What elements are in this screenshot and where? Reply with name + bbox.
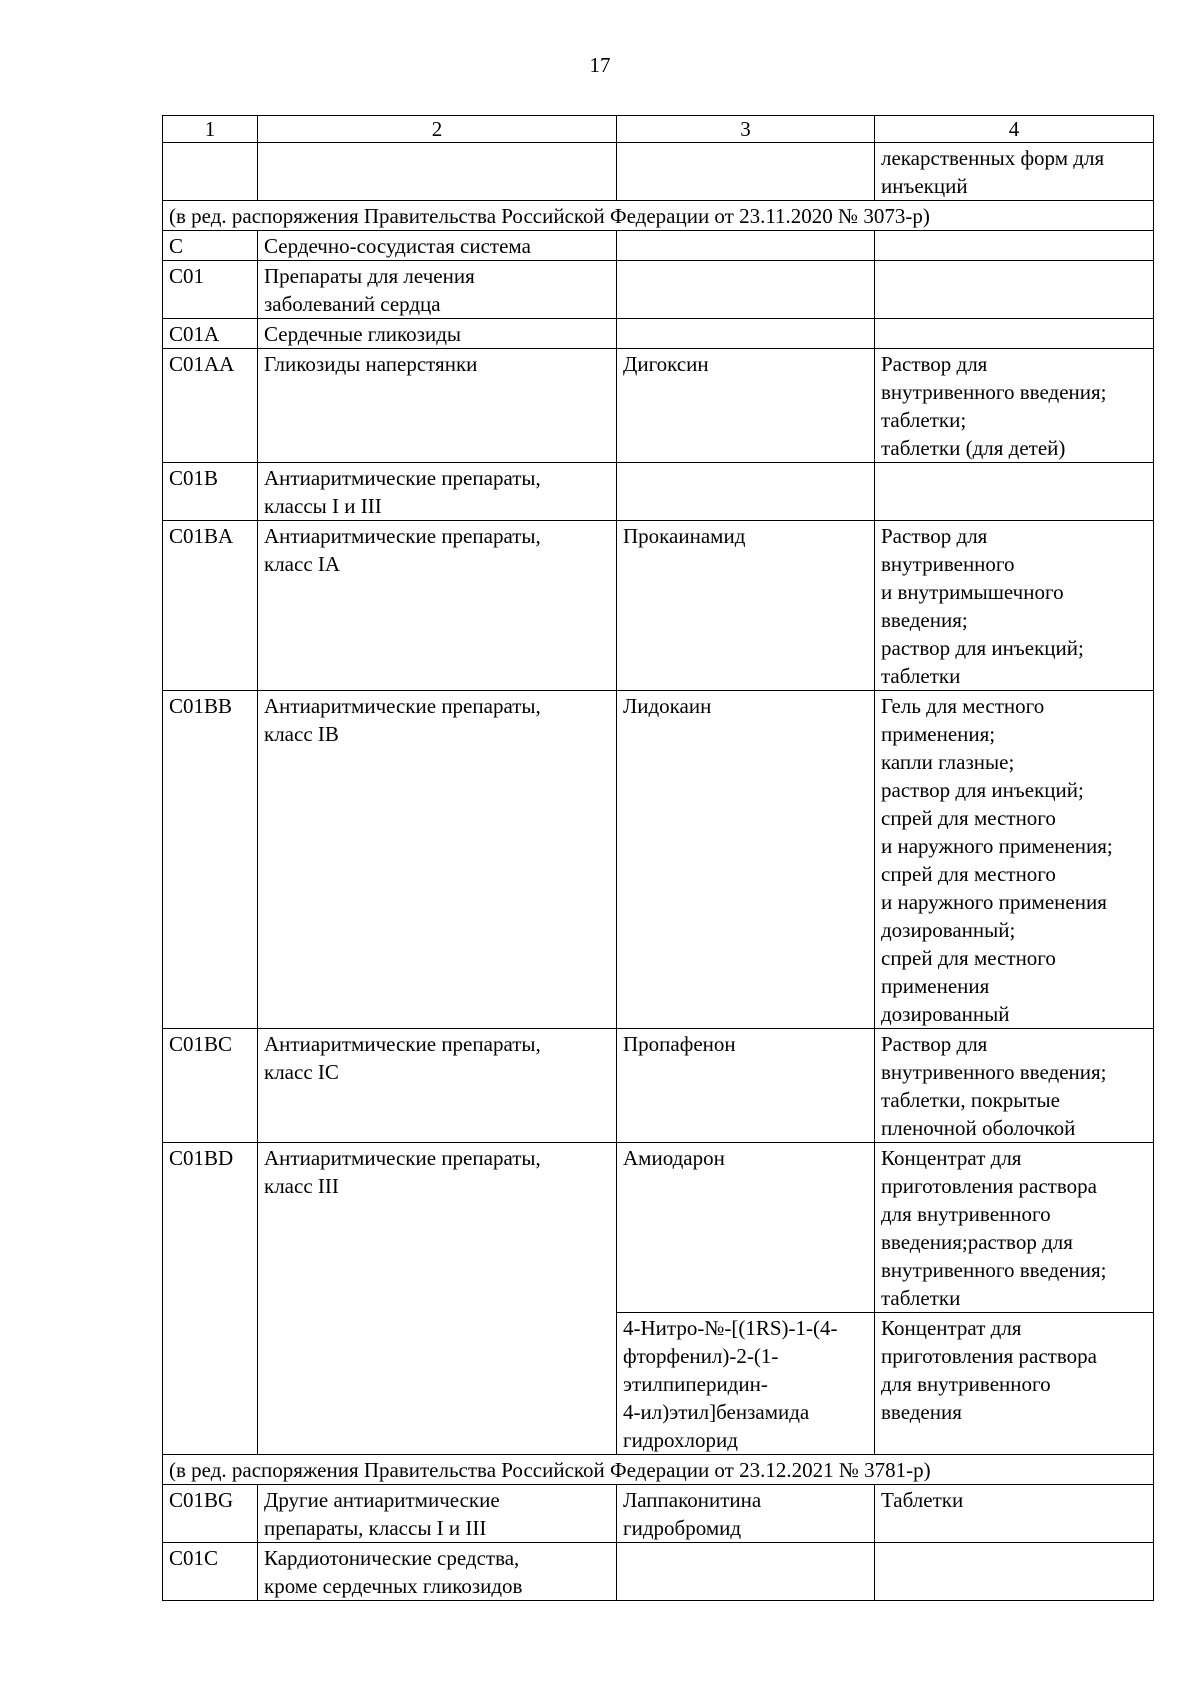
anatomical-group-cell: Сердечные гликозиды: [258, 319, 617, 349]
column-header: 1: [163, 116, 258, 143]
drug-name-cell: [617, 231, 875, 261]
atc-code-cell: C01BC: [163, 1029, 258, 1143]
table-row: [163, 1543, 1154, 1601]
atc-code-cell: C01A: [163, 319, 258, 349]
atc-code-cell: C01BG: [163, 1485, 258, 1543]
anatomical-group-cell: [258, 143, 617, 201]
drug-name-cell: Лидокаин: [617, 691, 875, 1029]
table-row: [163, 521, 1154, 691]
drug-name-cell: [617, 1543, 875, 1601]
atc-code-cell: C01BD: [163, 1143, 258, 1455]
table-row: [163, 261, 1154, 319]
column-header: 2: [258, 116, 617, 143]
table-row: [163, 1029, 1154, 1143]
dosage-form-cell: [875, 1543, 1154, 1601]
amendment-note-row: [163, 1455, 1154, 1485]
drug-name-cell: Амиодарон: [617, 1143, 875, 1313]
table-row: [163, 1143, 1154, 1313]
dosage-form-cell: [875, 231, 1154, 261]
anatomical-group-cell: Антиаритмические препараты, класс III: [258, 1143, 617, 1455]
atc-code-cell: C01C: [163, 1543, 258, 1601]
table-header-row: [163, 116, 1154, 143]
column-header: 3: [617, 116, 875, 143]
dosage-form-cell: Раствор для внутривенного введения; таблетки, покрытые пленочной оболочкой: [875, 1029, 1154, 1143]
drug-name-cell: Пропафенон: [617, 1029, 875, 1143]
amendment-note: (в ред. распоряжения Правительства Российской Федерации от 23.11.2020 № 3073-р): [163, 201, 1154, 231]
drug-name-cell: [617, 261, 875, 319]
drug-name-cell: [617, 143, 875, 201]
dosage-form-cell: Концентрат для приготовления раствора для внутривенного введения;раствор для внутривенного введения; таблетки: [875, 1143, 1154, 1313]
drug-name-cell: Лаппаконитина гидробромид: [617, 1485, 875, 1543]
anatomical-group-cell: Препараты для лечения заболеваний сердца: [258, 261, 617, 319]
atc-code-cell: C01BA: [163, 521, 258, 691]
table-row: [163, 691, 1154, 1029]
drug-name-cell: Дигоксин: [617, 349, 875, 463]
drug-name-cell: [617, 319, 875, 349]
dosage-form-cell: Раствор для внутривенного введения; таблетки; таблетки (для детей): [875, 349, 1154, 463]
anatomical-group-cell: Антиаритмические препараты, класс IA: [258, 521, 617, 691]
table-row: [163, 349, 1154, 463]
table-row: [163, 319, 1154, 349]
dosage-form-cell: лекарственных форм для инъекций: [875, 143, 1154, 201]
column-header: 4: [875, 116, 1154, 143]
atc-code-cell: C01AA: [163, 349, 258, 463]
table-row: [163, 143, 1154, 201]
anatomical-group-cell: Другие антиаритмические препараты, классы I и III: [258, 1485, 617, 1543]
drug-name-cell: Прокаинамид: [617, 521, 875, 691]
amendment-note-row: [163, 201, 1154, 231]
drug-name-cell: 4-Нитро-№-[(1RS)-1-(4- фторфенил)-2-(1- этилпиперидин- 4-ил)этил]бензамида гидрохлорид: [617, 1313, 875, 1455]
dosage-form-cell: Раствор для внутривенного и внутримышечного введения; раствор для инъекций; таблетки: [875, 521, 1154, 691]
dosage-form-cell: [875, 319, 1154, 349]
anatomical-group-cell: Гликозиды наперстянки: [258, 349, 617, 463]
drug-name-cell: [617, 463, 875, 521]
dosage-form-cell: Гель для местного применения; капли глазные; раствор для инъекций; спрей для местного и наружного применения; спрей для местного и наружного применения дозированный; спрей для местного применения дозированный: [875, 691, 1154, 1029]
anatomical-group-cell: Антиаритмические препараты, классы I и III: [258, 463, 617, 521]
table-row: [163, 231, 1154, 261]
dosage-form-cell: Таблетки: [875, 1485, 1154, 1543]
amendment-note: (в ред. распоряжения Правительства Российской Федерации от 23.12.2021 № 3781-р): [163, 1455, 1154, 1485]
anatomical-group-cell: Кардиотонические средства, кроме сердечных гликозидов: [258, 1543, 617, 1601]
atc-code-cell: C01BB: [163, 691, 258, 1029]
atc-code-cell: C01B: [163, 463, 258, 521]
anatomical-group-cell: Антиаритмические препараты, класс IB: [258, 691, 617, 1029]
dosage-form-cell: [875, 463, 1154, 521]
table-row: [163, 1485, 1154, 1543]
atc-code-cell: C: [163, 231, 258, 261]
atc-code-cell: [163, 143, 258, 201]
table-row: [163, 463, 1154, 521]
anatomical-group-cell: Антиаритмические препараты, класс IC: [258, 1029, 617, 1143]
dosage-form-cell: [875, 261, 1154, 319]
atc-code-cell: C01: [163, 261, 258, 319]
anatomical-group-cell: Сердечно-сосудистая система: [258, 231, 617, 261]
dosage-form-cell: Концентрат для приготовления раствора для внутривенного введения: [875, 1313, 1154, 1455]
page-number: 17: [589, 53, 611, 77]
drug-classification-table: [162, 115, 1154, 1601]
